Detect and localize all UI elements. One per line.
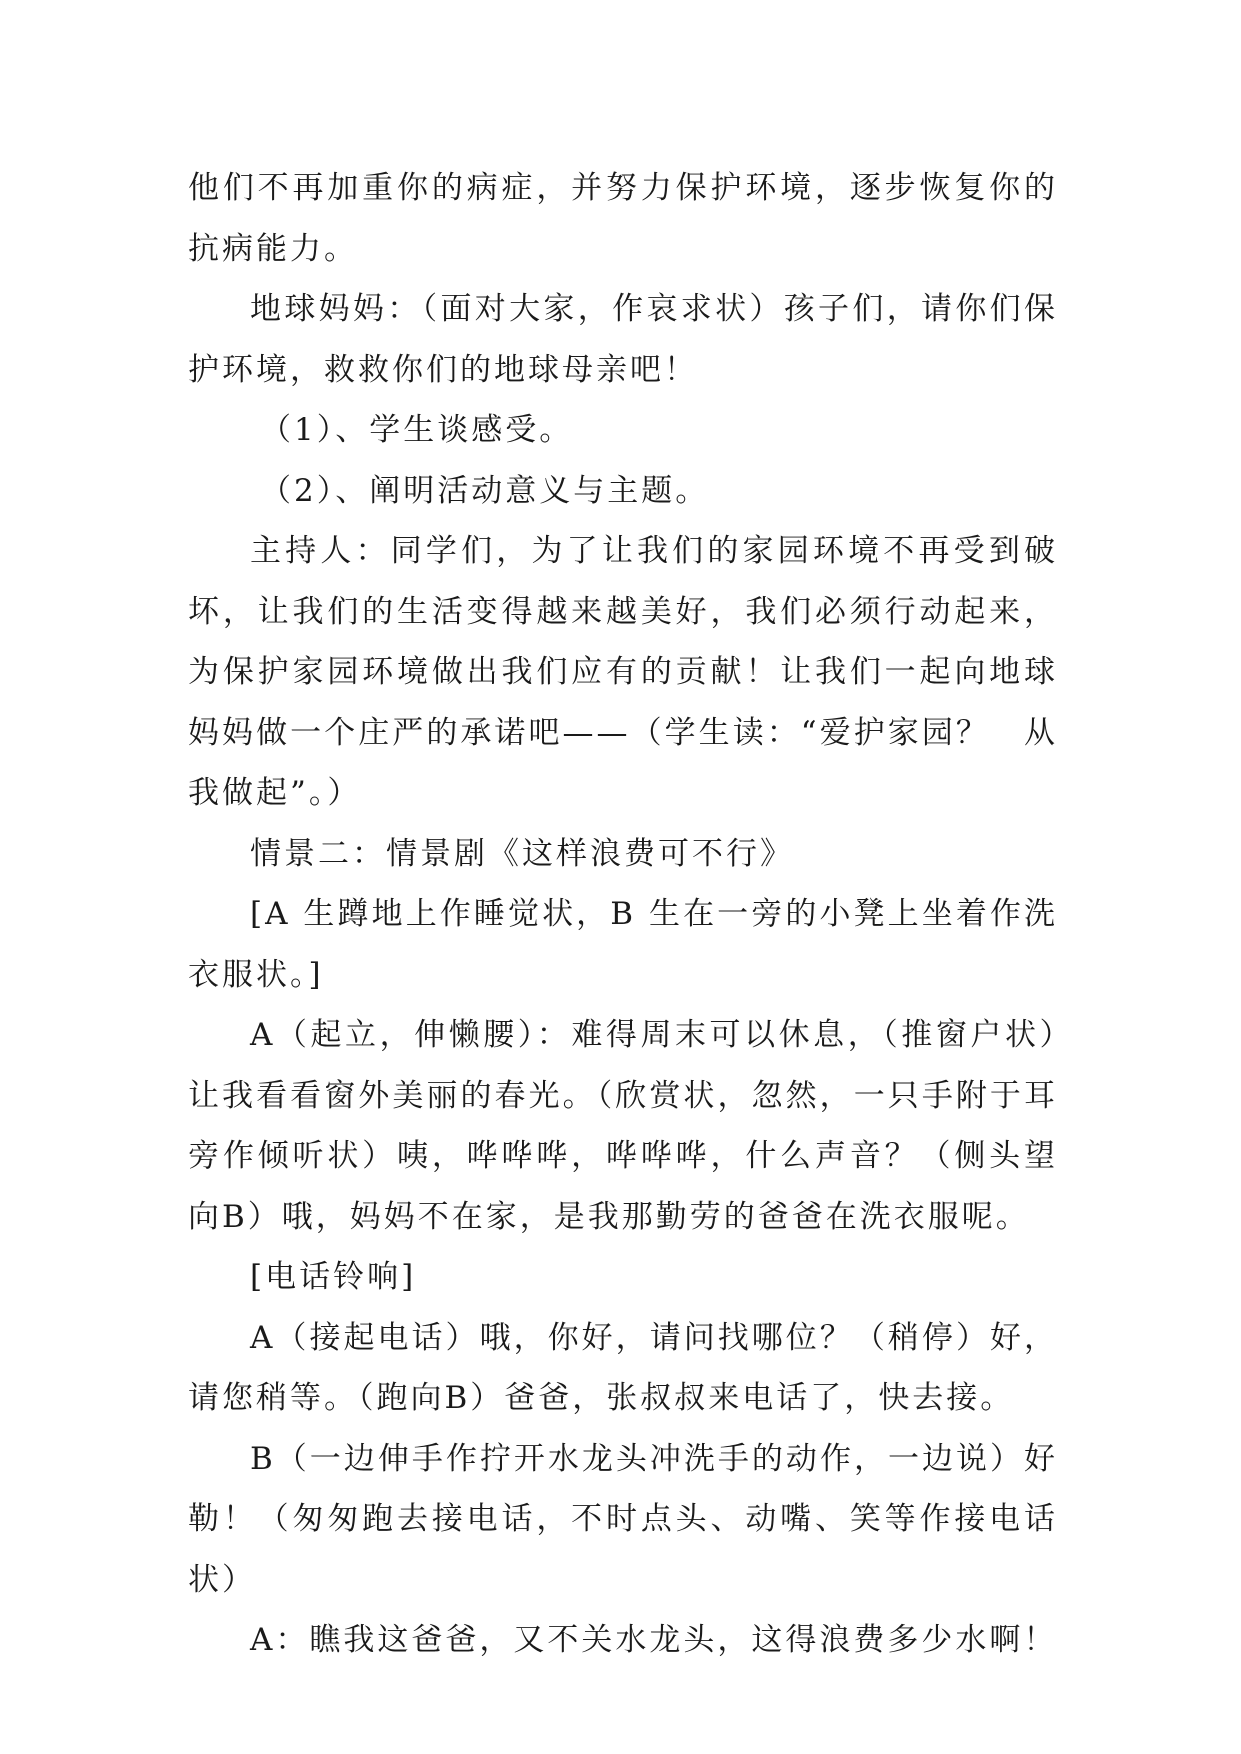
paragraph-9: [电话铃响]	[250, 1259, 417, 1295]
paragraph-1: 他们不再加重你的病症，并努力保护环境，逐步恢复你的抗病能力。	[188, 170, 1058, 267]
paragraph-3: （1）、学生谈感受。	[260, 412, 574, 448]
paragraph-12: A：瞧我这爸爸，又不关水龙头，这得浪费多少水啊！	[250, 1622, 1058, 1658]
paragraph-7: [A 生蹲地上作睡觉状，B 生在一旁的小凳上坐着作洗衣服状。]	[188, 896, 1058, 993]
paragraph-11: B（一边伸手作拧开水龙头冲洗手的动作，一边说）好勒！（匆匆跑去接电话，不时点头、动嘴、笑等作接电话状）	[188, 1440, 1058, 1598]
paragraph-5: 主持人：同学们，为了让我们的家园环境不再受到破坏，让我们的生活变得越来越美好，我们必须行动起来，为保护家园环境做出我们应有的贡献！让我们一起向地球妈妈做一个庄严的承诺吧——（学生读：“爱护家园？ 从我做起”。）	[188, 533, 1058, 811]
paragraph-10: A（接起电话）哦，你好，请问找哪位？（稍停）好，请您稍等。（跑向B）爸爸，张叔叔来电话了，快去接。	[188, 1319, 1058, 1416]
paragraph-2: 地球妈妈：（面对大家，作哀求状）孩子们，请你们保护环境，救救你们的地球母亲吧！	[188, 291, 1058, 388]
paragraph-4: （2）、阐明活动意义与主题。	[260, 472, 710, 509]
document-page	[188, 158, 1058, 1671]
paragraph-6: 情景二：情景剧《这样浪费可不行》	[250, 835, 794, 872]
paragraph-8: A（起立，伸懒腰）：难得周末可以休息，（推窗户状）让我看看窗外美丽的春光。（欣赏状，忽然，一只手附于耳旁作倾听状）咦，哗哗哗，哗哗哗，什么声音？（侧头望向B）哦，妈妈不在家，是我那勤劳的爸爸在洗衣服呢。	[188, 1017, 1058, 1235]
